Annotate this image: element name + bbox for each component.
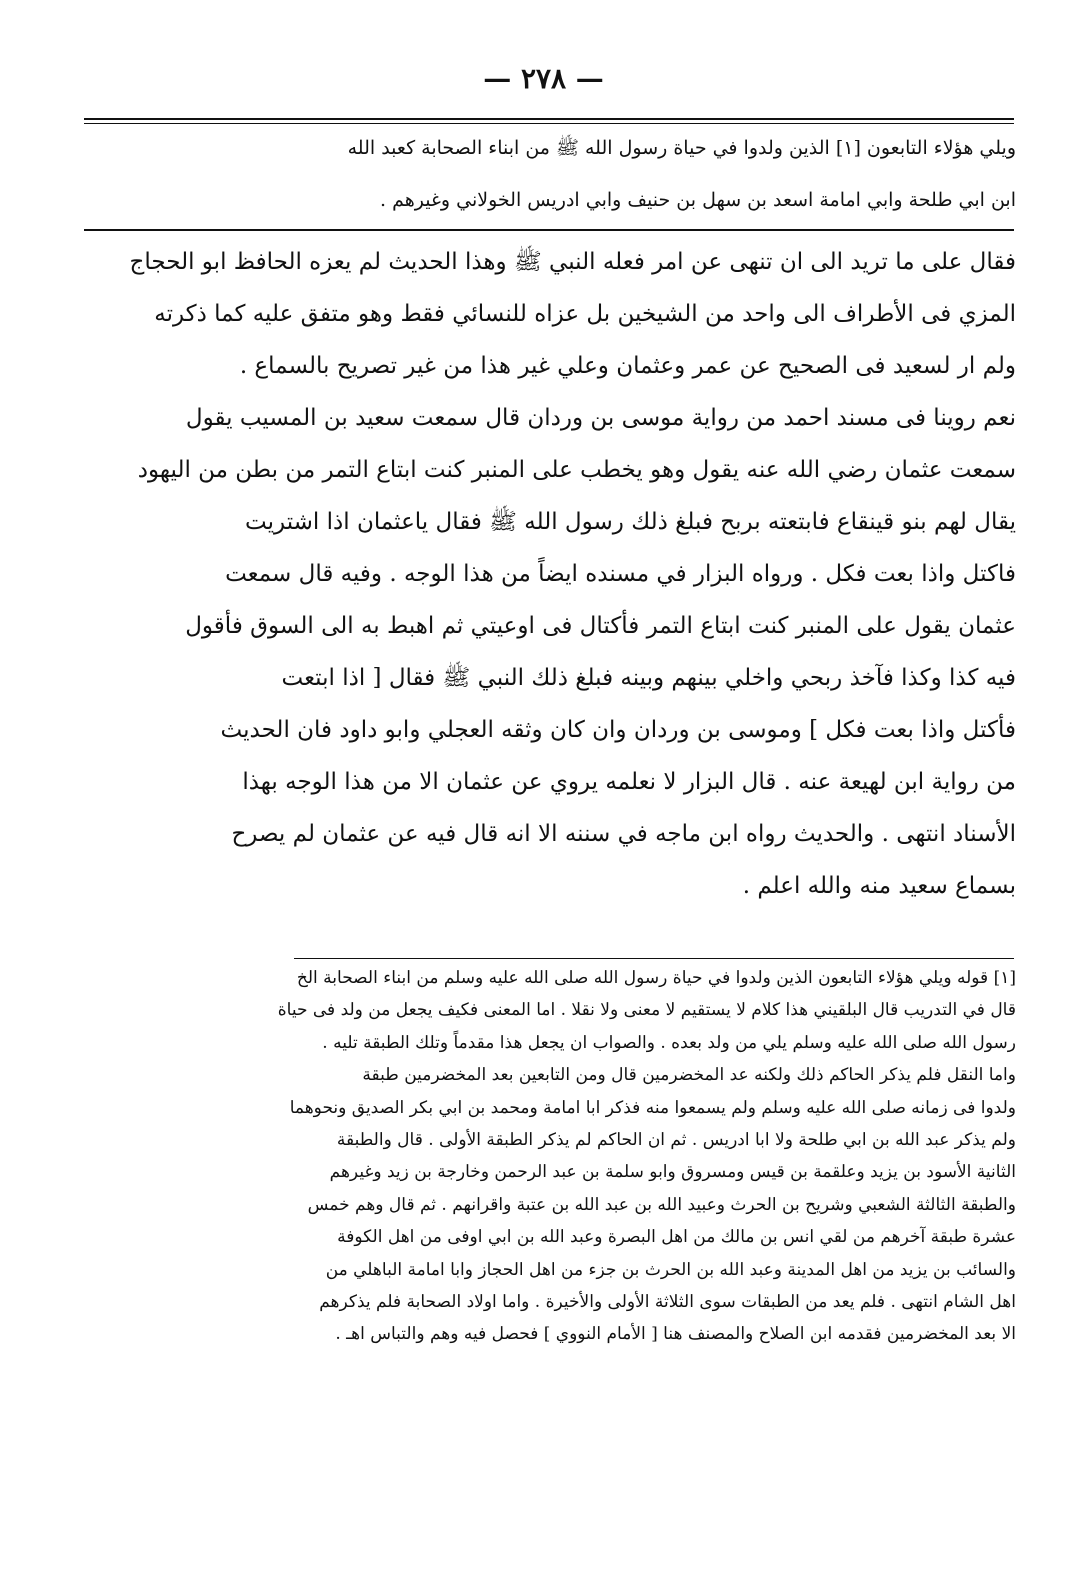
- footnote-line: قال في التدريب قال البلقيني هذا كلام لا يستقيم لا معنى ولا نقلا . اما المعنى فكيف يجعل من ولد فى حياة: [277, 1000, 1016, 1021]
- footnote-line: والسائب بن يزيد من اهل المدينة وعبد الله بن الحرث بن جزء من اهل الحجاز وابا امامة الباهلي من: [325, 1259, 1016, 1280]
- main-text-line: فقال على ما تريد الى ان تنهى عن امر فعله النبي ﷺ وهذا الحديث لم يعزه الحافظ ابو الحجاج: [129, 249, 1016, 275]
- main-text: [66, 236, 1016, 912]
- footnote-line: عشرة طبقة آخرهم من لقي انس بن مالك من اهل البصرة وعبد الله بن ابي اوفى من اهل الكوفة: [337, 1227, 1016, 1248]
- footnote-line: اهل الشام انتهى . فلم يعد من الطبقات سوى الثلاثة الأولى والأخيرة . واما اولاد الصحابة فلم يذكرهم: [319, 1291, 1016, 1312]
- main-text-line: فيه كذا وكذا فآخذ ربحي واخلي بينهم وبينه فبلغ ذلك النبي ﷺ فقال [ اذا ابتعت: [281, 665, 1016, 691]
- footnote-line: والطبقة الثالثة الشعبي وشريح بن الحرث وعبيد الله بن عبد الله بن عتبة واقرانهم . ثم قال وهم خمس: [307, 1194, 1016, 1215]
- footnote-divider: [294, 958, 1014, 959]
- footnote-line: الا بعد المخضرمين فقدمه ابن الصلاح والمصنف هنا [ الأمام النووي ] فحصل فيه وهم والتباس اهـ .: [335, 1324, 1016, 1345]
- main-text-line: سمعت عثمان رضي الله عنه يقول وهو يخطب على المنبر كنت ابتاع التمر من بطن من اليهود: [137, 457, 1016, 483]
- top-note-line: ويلي هؤلاء التابعون [١] الذين ولدوا في حياة رسول الله ﷺ من ابناء الصحابة كعبد الله: [347, 137, 1016, 159]
- top-note: [66, 122, 1016, 226]
- footnote-line: واما النقل فلم يذكر الحاكم ذلك ولكنه عد المخضرمين قال ومن التابعين بعد المخضرمين طبقة: [362, 1065, 1016, 1086]
- footnote-line: [١] قوله ويلي هؤلاء التابعون الذين ولدوا في حياة رسول الله صلى الله عليه وسلم من ابناء الصحابة الخ: [296, 968, 1016, 988]
- main-text-line: ولم ار لسعيد فى الصحيح عن عمر وعثمان وعلي غير هذا من غير تصريح بالسماع .: [239, 353, 1016, 379]
- main-text-line: بسماع سعيد منه والله اعلم .: [742, 873, 1016, 899]
- main-text-line: يقال لهم بنو قينقاع فابتعته بربح فبلغ ذلك رسول الله ﷺ فقال ياعثمان اذا اشتريت: [245, 509, 1016, 535]
- main-text-line: الأسناد انتهى . والحديث رواه ابن ماجه في سننه الا انه قال فيه عن عثمان لم يصرح: [231, 821, 1016, 847]
- main-text-line: المزي فى الأطراف الى واحد من الشيخين بل عزاه للنسائي فقط وهو متفق عليه كما ذكرته: [154, 301, 1016, 327]
- main-text-line: نعم روينا فى مسند احمد من رواية موسى بن وردان قال سمعت سعيد بن المسيب يقول: [185, 405, 1016, 431]
- footnote-line: رسول الله صلى الله عليه وسلم يلي من ولد بعده . والصواب ان يجعل هذا مقدماً وتلك الطبقة تليه .: [322, 1032, 1016, 1053]
- page-number: — ٢٧٨ —: [483, 62, 604, 95]
- top-note-divider: [84, 229, 1014, 231]
- footnote-line: ولدوا فى زمانه صلى الله عليه وسلم ولم يسمعوا منه فذكر ابا امامة ومحمد بن ابي بكر الصديق ونحوهما: [289, 1097, 1016, 1118]
- footnote: [66, 962, 1016, 1351]
- main-text-line: فأكتل واذا بعت فكل ] وموسى بن وردان وان كان وثقه العجلي وابو داود فان الحديث: [220, 717, 1016, 743]
- top-note-line: ابن ابي طلحة وابي امامة اسعد بن سهل بن حنيف وابي ادريس الخولاني وغيرهم .: [380, 189, 1016, 211]
- main-text-line: فاكتل واذا بعت فكل . ورواه البزار في مسنده ايضاً من هذا الوجه . وفيه قال سمعت: [225, 561, 1016, 587]
- header-rule-top: [84, 118, 1014, 120]
- footnote-line: ولم يذكر عبد الله بن ابي طلحة ولا ابا ادريس . ثم ان الحاكم لم يذكر الطبقة الأولى . قال والطبقة: [336, 1129, 1016, 1150]
- main-text-line: من رواية ابن لهيعة عنه . قال البزار لا نعلمه يروي عن عثمان الا من هذا الوجه بهذا: [242, 769, 1016, 795]
- main-text-line: عثمان يقول على المنبر كنت ابتاع التمر فأكتال فى اوعيتي ثم اهبط به الى السوق فأقول: [185, 613, 1016, 639]
- footnote-line: الثانية الأسود بن يزيد وعلقمة بن قيس ومسروق وابو سلمة بن عبد الرحمن وخارجة بن زيد وغيرهم: [329, 1162, 1016, 1183]
